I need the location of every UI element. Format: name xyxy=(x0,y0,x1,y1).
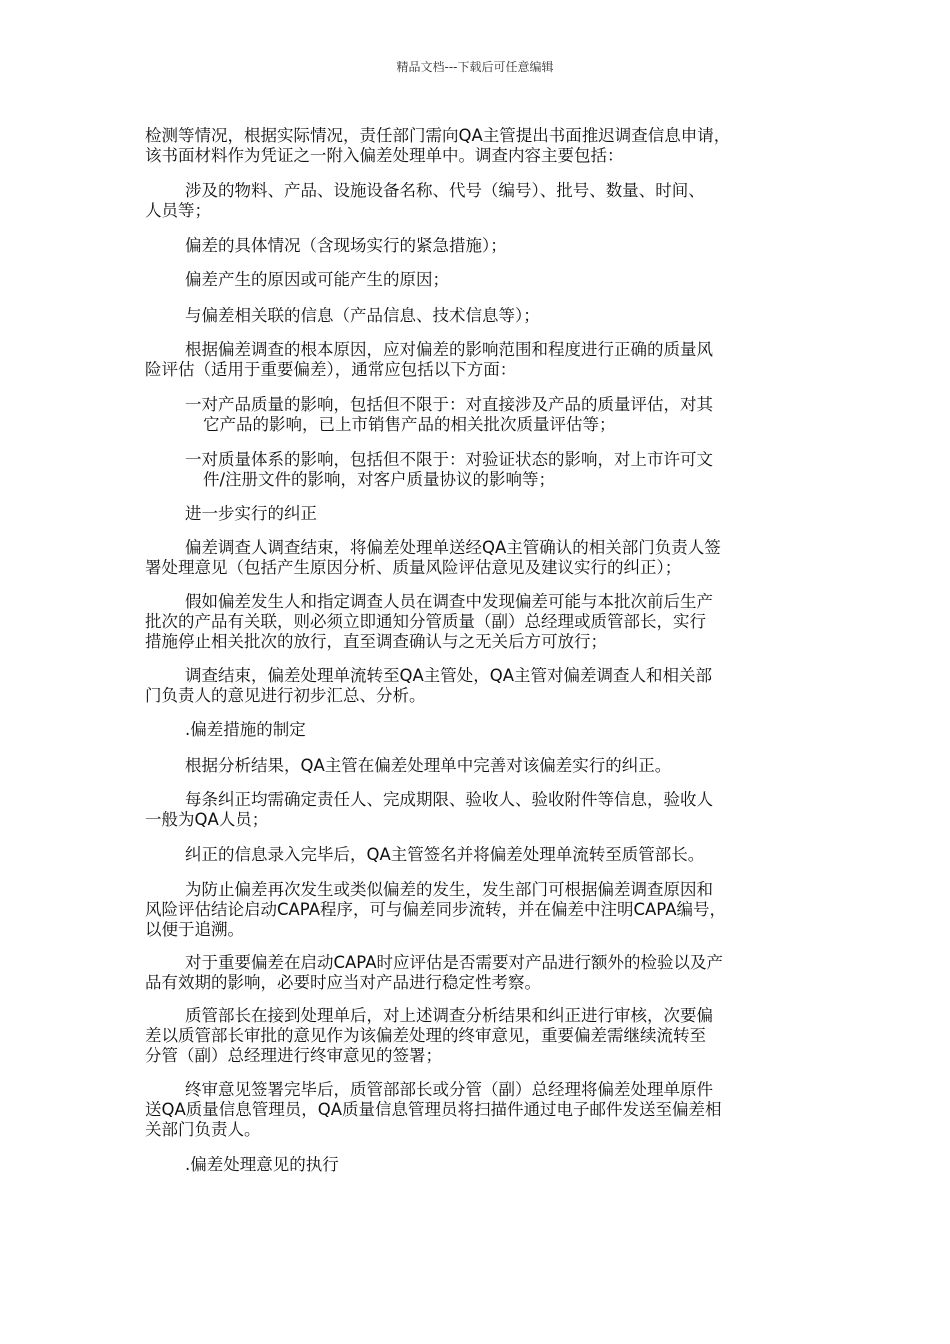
text-line: 进一步实行的纠正 xyxy=(185,504,317,523)
text-line: 一对质量体系的影响，包括但不限于：对验证状态的影响，对上市许可文 xyxy=(185,450,713,469)
text-line: 措施停止相关批次的放行，直至调查确认与之无关后方可放行； xyxy=(145,632,607,651)
text-line: 风险评估结论启动CAPA程序，可与偏差同步流转，并在偏差中注明CAPA编号， xyxy=(145,900,726,919)
paragraph-14 xyxy=(145,756,810,776)
text-line: 每条纠正均需确定责任人、完成期限、验收人、验收附件等信息，验收人 xyxy=(185,790,713,809)
paragraph-17 xyxy=(145,880,810,940)
text-line: 与偏差相关联的信息（产品信息、技术信息等）； xyxy=(185,306,540,325)
paragraph-15 xyxy=(145,790,810,830)
text-line: .偏差处理意见的执行 xyxy=(185,1155,339,1174)
text-line: 偏差调查人调查结束，将偏差处理单送经QA主管确认的相关部门负责人签 xyxy=(185,538,721,557)
paragraph-10 xyxy=(145,538,810,578)
paragraph-11 xyxy=(145,592,810,652)
text-line: 终审意见签署完毕后，质管部部长或分管（副）总经理将偏差处理单原件 xyxy=(185,1080,713,1099)
text-line: 检测等情况，根据实际情况，责任部门需向QA主管提出书面推迟调查信息申请， xyxy=(145,126,731,145)
paragraph-4 xyxy=(145,270,810,290)
text-line: 为防止偏差再次发生或类似偏差的发生，发生部门可根据偏差调查原因和 xyxy=(185,880,713,899)
text-line: 涉及的物料、产品、设施设备名称、代号（编号）、批号、数量、时间、 xyxy=(185,181,705,200)
text-line: 以便于追溯。 xyxy=(145,920,244,939)
text-line: 假如偏差发生人和指定调查人员在调查中发现偏差可能与本批次前后生产 xyxy=(185,592,713,611)
paragraph-6 xyxy=(145,340,810,380)
text-line: 分管（副）总经理进行终审意见的签署； xyxy=(145,1046,442,1065)
text-line: 一般为QA人员； xyxy=(145,810,269,829)
paragraph-5 xyxy=(145,306,810,326)
text-line: 批次的产品有关联，则必须立即通知分管质量（副）总经理或质管部长，实行 xyxy=(145,612,706,631)
text-line: 该书面材料作为凭证之一附入偏差处理单中。调查内容主要包括： xyxy=(145,146,624,165)
text-line: 偏差产生的原因或可能产生的原因； xyxy=(185,270,449,289)
section-heading xyxy=(145,720,810,740)
paragraph-2 xyxy=(145,181,810,221)
paragraph-7 xyxy=(185,395,815,435)
text-line: 调查结束，偏差处理单流转至QA主管处，QA主管对偏差调查人和相关部 xyxy=(185,666,713,685)
text-line: 件/注册文件的影响，对客户质量协议的影响等； xyxy=(203,470,556,489)
text-line: 质管部长在接到处理单后，对上述调查分析结果和纠正进行审核，次要偏 xyxy=(185,1006,713,1025)
text-line: 品有效期的影响，必要时应当对产品进行稳定性考察。 xyxy=(145,973,541,992)
text-line: 纠正的信息录入完毕后，QA主管签名并将偏差处理单流转至质管部长。 xyxy=(185,845,705,864)
text-line: 根据分析结果，QA主管在偏差处理单中完善对该偏差实行的纠正。 xyxy=(185,756,672,775)
text-line: 人员等； xyxy=(145,201,211,220)
text-line: 根据偏差调查的根本原因，应对偏差的影响范围和程度进行正确的质量风 xyxy=(185,340,713,359)
text-line: 署处理意见（包括产生原因分析、质量风险评估意见及建议实行的纠正）； xyxy=(145,558,682,577)
text-line: 关部门负责人。 xyxy=(145,1120,261,1139)
text-line: 一对产品质量的影响，包括但不限于：对直接涉及产品的质量评估，对其 xyxy=(185,395,713,414)
text-line: 偏差的具体情况（含现场实行的紧急措施）； xyxy=(185,236,507,255)
text-line: 它产品的影响，已上市销售产品的相关批次质量评估等； xyxy=(203,415,616,434)
paragraph-18 xyxy=(145,953,810,993)
section-heading xyxy=(145,1155,810,1175)
page-header: 精品文档---下载后可任意编辑 xyxy=(396,60,554,74)
paragraph-9 xyxy=(145,504,810,524)
paragraph-20 xyxy=(145,1080,810,1140)
text-line: 送QA质量信息管理员，QA质量信息管理员将扫描件通过电子邮件发送至偏差相 xyxy=(145,1100,722,1119)
text-line: 对于重要偏差在启动CAPA时应评估是否需要对产品进行额外的检验以及产 xyxy=(185,953,723,972)
text-line: 门负责人的意见进行初步汇总、分析。 xyxy=(145,686,426,705)
text-line: .偏差措施的制定 xyxy=(185,720,306,739)
paragraph-1 xyxy=(145,126,810,166)
paragraph-12 xyxy=(145,666,810,706)
paragraph-19 xyxy=(145,1006,810,1066)
text-line: 险评估（适用于重要偏差），通常应包括以下方面： xyxy=(145,360,517,379)
paragraph-3 xyxy=(145,236,810,256)
paragraph-8 xyxy=(185,450,815,490)
paragraph-16 xyxy=(145,845,810,865)
text-line: 差以质管部长审批的意见作为该偏差处理的终审意见，重要偏差需继续流转至 xyxy=(145,1026,706,1045)
